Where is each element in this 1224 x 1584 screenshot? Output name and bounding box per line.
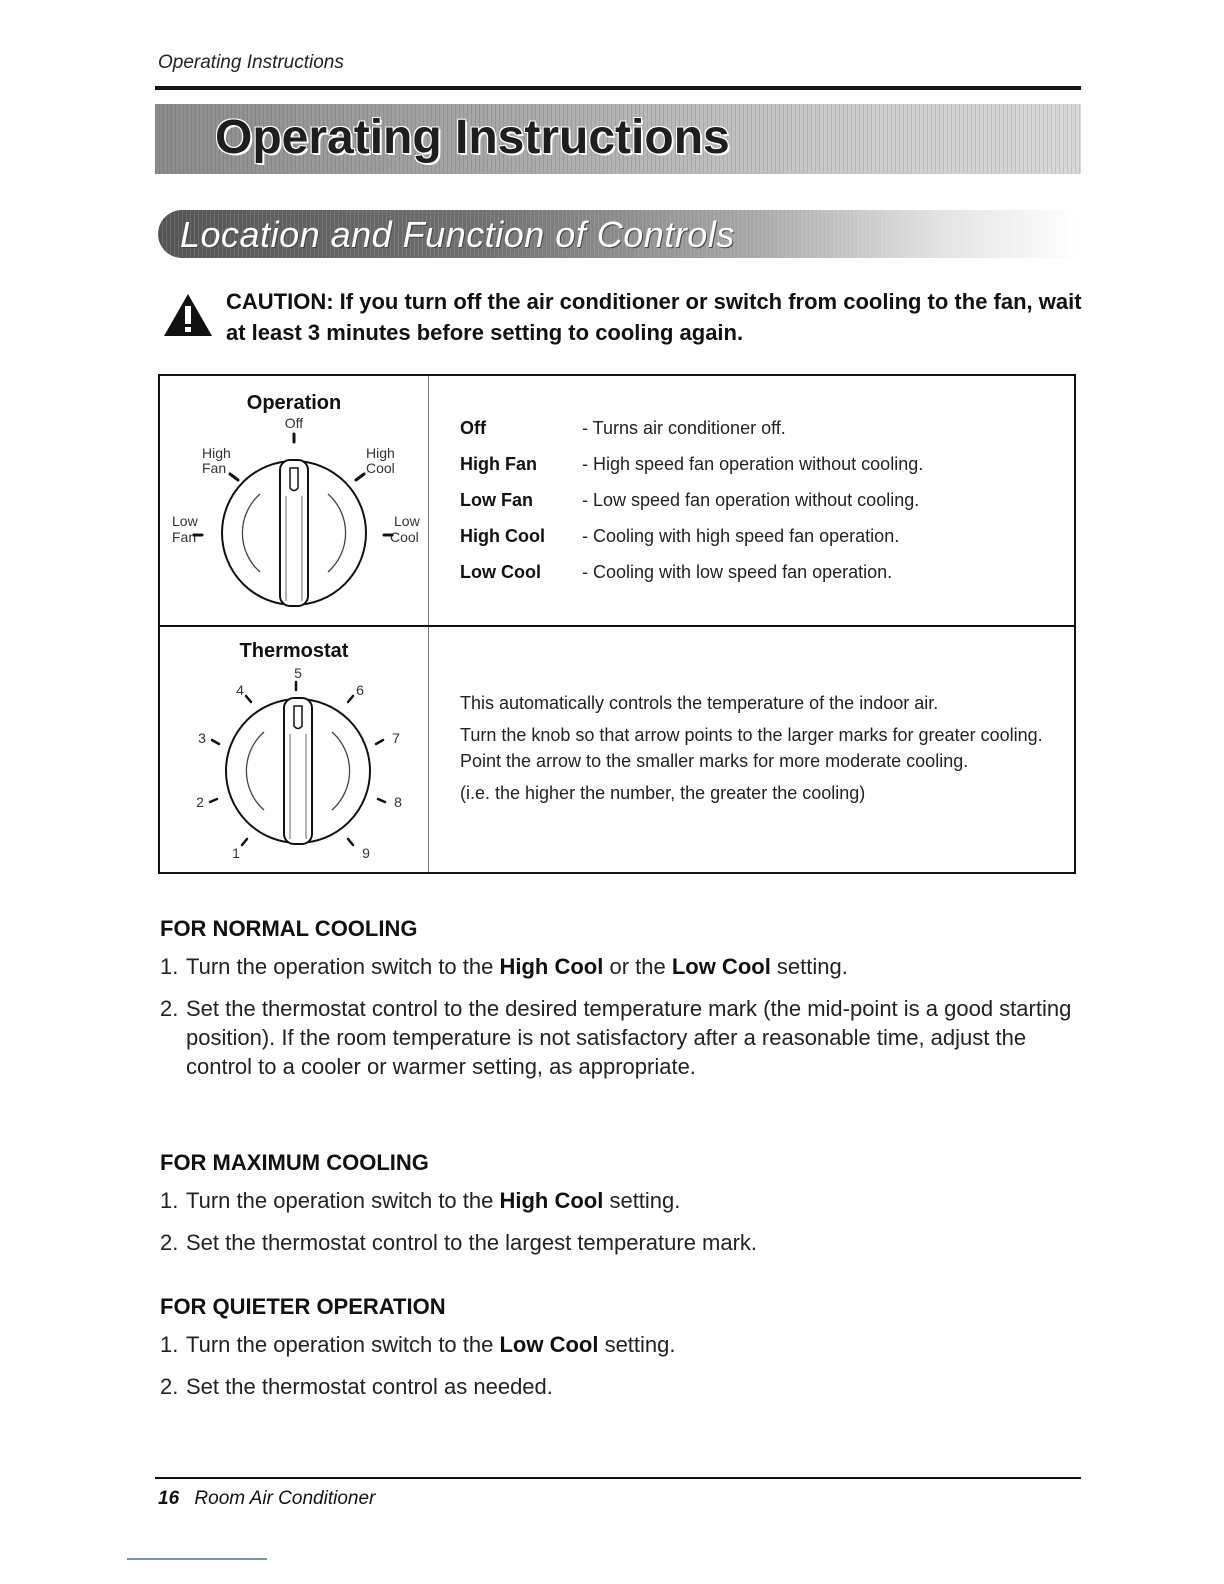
op-row-low-cool: [460, 554, 1060, 590]
op-label-low-cool-1: Low: [394, 513, 420, 529]
section-subtitle: Location and Function of Controls: [180, 214, 735, 255]
section-heading: FOR MAXIMUM COOLING: [160, 1150, 429, 1175]
thermo-mark-3: 3: [198, 730, 206, 746]
operation-knob-diagram: [160, 376, 428, 626]
header-rule: [155, 86, 1081, 90]
op-name: High Fan: [460, 453, 537, 474]
op-row-high-fan: [460, 446, 1060, 482]
op-desc: - Low speed fan operation without cooling.: [582, 489, 920, 510]
warning-icon: [162, 292, 214, 338]
op-desc: - Turns air conditioner off.: [582, 417, 786, 438]
step-number: 1.: [160, 1188, 179, 1213]
setting-name: Low Cool: [499, 1332, 599, 1357]
step-text: setting.: [603, 1188, 681, 1213]
section-quieter-operation: [160, 1294, 1080, 1414]
caution-text: [226, 286, 1086, 348]
list-item: [160, 1330, 1080, 1359]
thermo-mark-8: 8: [394, 794, 402, 810]
section-heading: FOR NORMAL COOLING: [160, 916, 418, 941]
op-label-high-fan-2: Fan: [202, 460, 227, 476]
step-text: Turn the operation switch to the: [186, 1188, 500, 1213]
thermo-desc-line: This automatically controls the temperature of the indoor air.: [460, 693, 939, 713]
footer-rule: [155, 1477, 1081, 1479]
caution-label: CAUTION:: [226, 289, 334, 314]
op-label-low-fan-1: Low: [172, 513, 198, 529]
list-item: [160, 1228, 1080, 1257]
section-normal-cooling: [160, 916, 1080, 1094]
op-label-high-fan-1: High: [202, 445, 231, 461]
operation-knob-cell: [160, 376, 428, 626]
op-row-low-fan: [460, 482, 1060, 518]
caution-message: If you turn off the air conditioner or switch from cooling to the fan, wait at least 3 minutes before setting to cooling again.: [226, 289, 1082, 345]
step-text: setting.: [598, 1332, 676, 1357]
op-label-high-cool-2: Cool: [366, 460, 395, 476]
step-text: Turn the operation switch to the: [186, 954, 500, 979]
section-maximum-cooling: [160, 1150, 1080, 1270]
step-number: 1.: [160, 954, 179, 979]
thermostat-knob-title: Thermostat: [239, 640, 349, 662]
operation-knob-title: Operation: [246, 392, 342, 414]
op-name: Low Fan: [460, 489, 533, 510]
op-label-off: Off: [284, 415, 304, 431]
list-item: [160, 952, 1080, 981]
thermo-mark-9: 9: [362, 845, 370, 861]
steps-list: [160, 1330, 1080, 1401]
thermostat-knob-diagram: [160, 626, 428, 876]
list-item: [160, 1186, 1080, 1215]
step-number: 2.: [160, 1230, 179, 1255]
steps-list: [160, 1186, 1080, 1257]
setting-name: Low Cool: [671, 954, 771, 979]
thermo-desc-line: Turn the knob so that arrow points to the larger marks for greater cooling. Point the arrow to the smaller marks for more moderate cooling.: [460, 725, 1043, 771]
step-text: Set the thermostat control to the desired temperature mark (the mid-point is a good starting position). If the room temperature is not satisfactory after a reasonable time, adjust the control to a cooler or warmer setting, as appropriate.: [186, 996, 1072, 1079]
op-desc: - Cooling with high speed fan operation.: [582, 525, 900, 546]
op-label-low-fan-2: Fan: [172, 529, 197, 545]
controls-table: [158, 374, 1076, 874]
setting-name: High Cool: [499, 954, 604, 979]
title-band: [155, 104, 1081, 174]
footer-title: Room Air Conditioner: [194, 1488, 376, 1509]
op-desc: - Cooling with low speed fan operation.: [582, 561, 893, 582]
list-item: [160, 1372, 1080, 1401]
list-item: [160, 994, 1080, 1081]
thermo-mark-5: 5: [294, 665, 302, 681]
op-name: Low Cool: [460, 561, 541, 582]
step-text: Turn the operation switch to the: [186, 1332, 500, 1357]
page-footer: [158, 1488, 375, 1510]
op-label-low-cool-2: Cool: [390, 529, 419, 545]
page-number: 16: [158, 1488, 180, 1509]
step-text: or the: [603, 954, 672, 979]
thermo-mark-7: 7: [392, 730, 400, 746]
step-number: 2.: [160, 1374, 179, 1399]
running-header: Operating Instructions: [158, 52, 344, 73]
page-title: Operating Instructions: [215, 111, 730, 164]
thermo-desc-line: (i.e. the higher the number, the greater the cooling): [460, 783, 866, 803]
steps-list: [160, 952, 1080, 1081]
thermostat-knob-cell: [160, 626, 428, 876]
operation-list: [460, 410, 1060, 590]
column-divider: [428, 376, 429, 872]
thermo-mark-4: 4: [236, 682, 244, 698]
op-name: High Cool: [460, 525, 545, 546]
step-text: setting.: [770, 954, 848, 979]
thermo-mark-2: 2: [196, 794, 204, 810]
scan-mark: [127, 1558, 267, 1560]
thermostat-description: [460, 690, 1060, 812]
step-number: 2.: [160, 996, 179, 1021]
section-heading: FOR QUIETER OPERATION: [160, 1294, 446, 1319]
op-row-off: [460, 410, 1060, 446]
step-number: 1.: [160, 1332, 179, 1357]
step-text: Set the thermostat control as needed.: [186, 1374, 553, 1399]
thermo-mark-1: 1: [232, 845, 240, 861]
op-desc: - High speed fan operation without cooling.: [582, 453, 924, 474]
setting-name: High Cool: [499, 1188, 604, 1213]
op-label-high-cool-1: High: [366, 445, 395, 461]
subtitle-band: [158, 210, 1078, 258]
thermo-mark-6: 6: [356, 682, 364, 698]
step-text: Set the thermostat control to the largest temperature mark.: [186, 1230, 758, 1255]
op-row-high-cool: [460, 518, 1060, 554]
op-name: Off: [460, 417, 486, 438]
